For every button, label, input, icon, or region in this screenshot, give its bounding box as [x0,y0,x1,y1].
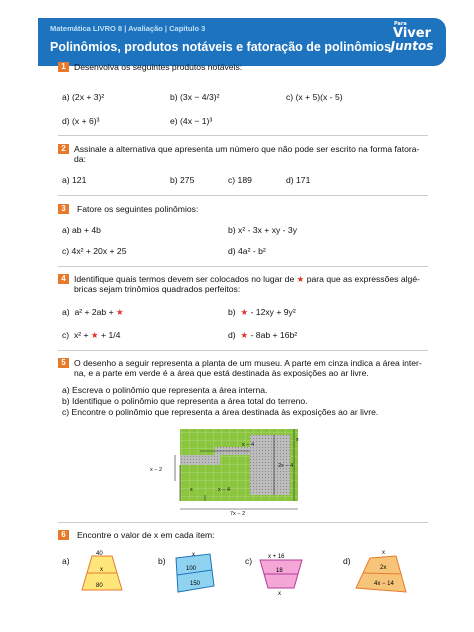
separator [58,522,428,523]
question-number-2: 2 [58,144,69,154]
page-header [38,18,446,66]
dim-x: x [190,487,193,493]
svg-text:100: 100 [186,566,197,572]
q3-b: b) x² - 3x + xy - 3y [228,225,298,235]
svg-text:2x: 2x [380,565,387,571]
svg-text:x: x [278,591,281,596]
star-icon: ★ [240,330,249,340]
q5-b: b) Identifique o polinômio que representa a área total do terreno. [62,396,308,406]
separator [58,350,428,351]
svg-text:150: 150 [190,581,201,587]
trapezoid-b [168,550,218,596]
viver-juntos-logo: Para Viver Juntos [390,21,434,53]
museum-plan-figure [150,425,315,515]
q5-prompt-line1: O desenho a seguir representa a planta de um museu. A parte em cinza indica a área inter- [74,358,422,368]
q1-b: b) (3x − 4/3)² [170,92,220,102]
q5-prompt-line2: na, e a parte em verde é a área que está destinada às exposições ao ar livre. [74,368,369,378]
question-number-6: 6 [58,530,69,540]
q2-prompt-line1: Assinale a alternativa que apresenta um número que não pode ser escrito na forma fatora- [74,144,420,154]
separator [58,195,428,196]
svg-text:x: x [100,567,103,573]
dim-x-4: x − 4 [218,487,231,493]
q3-prompt: Fatore os seguintes polinômios: [77,204,199,214]
trapezoid-c [256,548,306,596]
q4-c: c) x² + ★ + 1/4 [62,330,121,340]
trapezoid-d [350,548,410,598]
q2-prompt-line2: da: [74,154,86,164]
dim-left: x − 2 [150,467,163,473]
star-icon: ★ [296,274,305,284]
separator [58,135,428,136]
q2-option-d: d) 171 [286,175,311,185]
q6-c-label: c) [245,556,253,566]
question-number-4: 4 [58,274,69,284]
q1-a: a) (2x + 3)² [62,92,105,102]
dim-right-x: x [296,437,299,443]
q4-prompt-line1: Identifique quais termos devem ser colocados no lugar de ★ para que as expressões algé- [74,274,420,284]
dim-right-inner: 2x − 4 [278,463,294,469]
q6-a-label: a) [62,556,70,566]
q3-d: d) 4a² - b² [228,246,266,256]
q4-b: b) ★ - 12xy + 9y² [228,307,296,317]
question-number-5: 5 [58,358,69,368]
q6-d-label: d) [343,556,351,566]
q4-d: d) ★ - 8ab + 16b² [228,330,298,340]
q3-c: c) 4x² + 20x + 25 [62,246,127,256]
q6-prompt: Encontre o valor de x em cada item: [77,530,215,540]
svg-text:18: 18 [276,568,283,574]
trapezoid-a [78,550,126,596]
separator [58,266,428,267]
svg-text:80: 80 [96,583,103,589]
dim-bottom: 7x − 2 [230,511,246,515]
q1-e: e) (4x − 1)³ [170,116,213,126]
svg-text:x + 16: x + 16 [268,554,285,560]
q4-prompt-line2: bricas sejam trinômios quadrados perfeitos: [74,284,241,294]
dim-top: x − 4 [242,442,255,448]
q3-a: a) ab + 4b [62,225,101,235]
svg-text:40: 40 [96,551,103,557]
q1-d: d) (x + 6)³ [62,116,100,126]
svg-text:x: x [382,550,385,556]
q2-option-a: a) 121 [62,175,87,185]
star-icon: ★ [90,330,99,340]
star-icon: ★ [116,307,124,317]
q4-a: a) a² + 2ab + ★ [62,307,124,317]
header-subtitle: Matemática LIVRO 8 | Avaliação | Capítulo 3 [50,24,206,33]
q5-a: a) Escreva o polinômio que representa a área interna. [62,385,268,395]
question-number-3: 3 [58,204,69,214]
star-icon: ★ [240,307,249,317]
q5-c: c) Encontre o polinômio que representa a área destinada às exposições ao ar livre. [62,407,379,417]
q2-option-b: b) 275 [170,175,195,185]
svg-text:x: x [192,552,195,558]
svg-text:4x − 14: 4x − 14 [374,581,394,587]
q1-prompt: Desenvolva os seguintes produtos notáveis: [74,62,243,72]
q6-b-label: b) [158,556,166,566]
page-title: Polinômios, produtos notáveis e fatoração de polinômios [50,40,392,54]
q2-option-c: c) 189 [228,175,252,185]
q1-c: c) (x + 5)(x - 5) [286,92,343,102]
question-number-1: 1 [58,62,69,72]
